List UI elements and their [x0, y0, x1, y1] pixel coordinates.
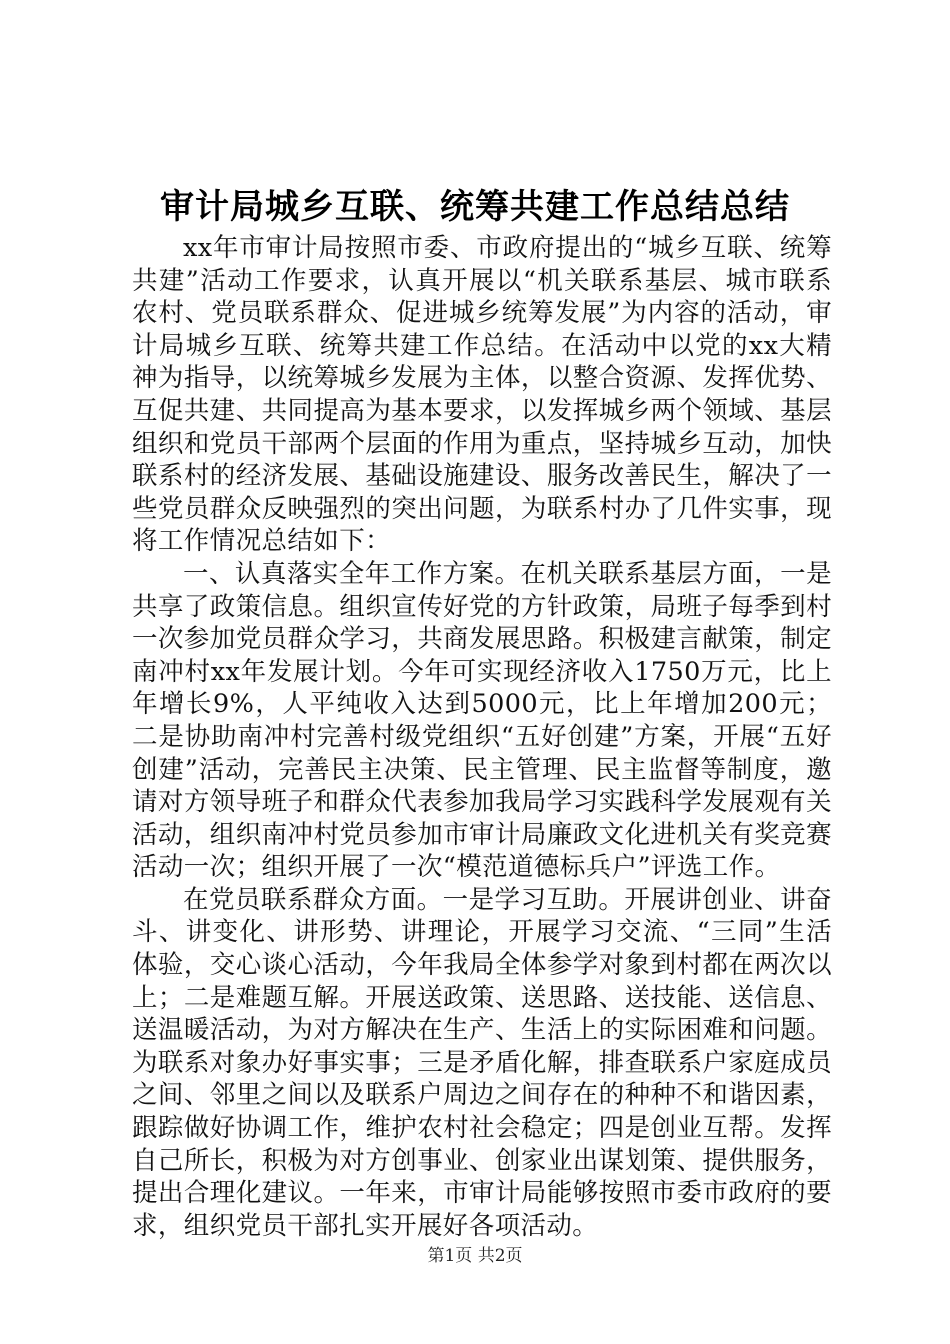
- page-number-footer: 第1页 共2页: [427, 1246, 523, 1266]
- paragraph-section-one: 一、认真落实全年工作方案。在机关联系基层方面，一是共享了政策信息。组织宣传好党的方针政策，局班子每季到村一次参加党员群众学习，共商发展思路。积极建言献策，制定南冲村xx年发展计划。今年可实现经济收入1750万元，比上年增长9%，人平纯收入达到5000元，比上年增加200元；二是协助南冲村完善村级党组织“五好创建”方案，开展“五好创建”活动，完善民主决策、民主管理、民主监督等制度，邀请对方领导班子和群众代表参加我局学习实践科学发展观有关活动，组织南冲村党员参加市审计局廉政文化进机关有奖竞赛活动一次；组织开展了一次“模范道德标兵户”评选工作。: [132, 558, 832, 883]
- paragraph-intro: xx年市审计局按照市委、市政府提出的“城乡互联、统筹共建”活动工作要求，认真开展以“机关联系基层、城市联系农村、党员联系群众、促进城乡统筹发展”为内容的活动，审计局城乡互联、统筹共建工作总结。在活动中以党的xx大精神为指导，以统筹城乡发展为主体，以整合资源、发挥优势、互促共建、共同提高为基本要求，以发挥城乡两个领域、基层组织和党员干部两个层面的作用为重点，坚持城乡互动，加快联系村的经济发展、基础设施建设、服务改善民生，解决了一些党员群众反映强烈的突出问题，为联系村办了几件实事，现将工作情况总结如下：: [132, 233, 832, 557]
- document-title: 审计局城乡互联、统筹共建工作总结总结: [160, 187, 790, 227]
- paragraph-party-members: 在党员联系群众方面。一是学习互助。开展讲创业、讲奋斗、讲变化、讲形势、讲理论，开展学习交流、“三同”生活体验，交心谈心活动，今年我局全体参学对象到村都在两次以上；二是难题互解。开展送政策、送思路、送技能、送信息、送温暖活动，为对方解决在生产、生活上的实际困难和问题。为联系对象办好事实事；三是矛盾化解，排查联系户家庭成员之间、邻里之间以及联系户周边之间存在的种种不和谐因素，跟踪做好协调工作，维护农村社会稳定；四是创业互帮。发挥自己所长，积极为对方创事业、创家业出谋划策、提供服务，提出合理化建议。一年来，市审计局能够按照市委市政府的要求，组织党员干部扎实开展好各项活动。: [132, 884, 832, 1241]
- document-body: [132, 232, 832, 1242]
